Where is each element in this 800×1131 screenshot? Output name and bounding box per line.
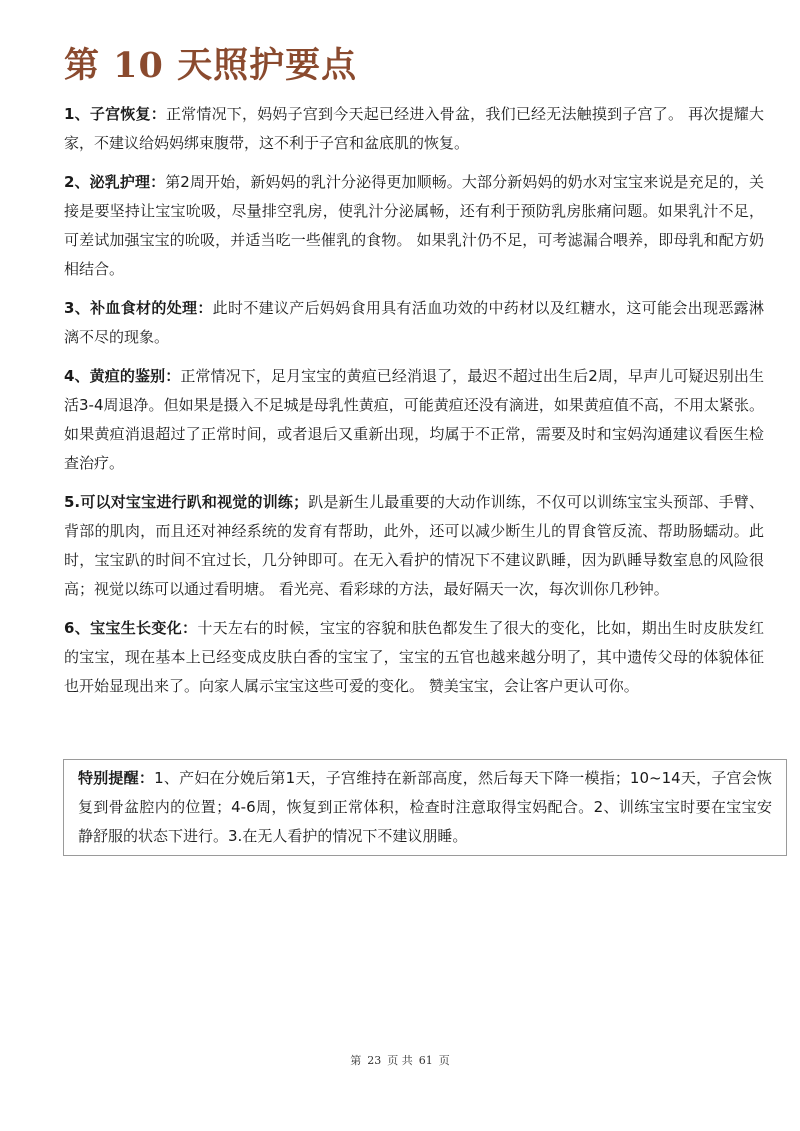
paragraph-uterus-recovery [64, 100, 764, 158]
paragraph-text: 正常情况下，足月宝宝的黄疸已经消退了，最迟不超过出生后2周，早声儿可疑迟别出生活3-4周退净。但如果是摄入不足城是母乳性黄疸，可能黄疸还没有滴进，如果黄疸值不高，不用太紧张。如果黄疸消退超过了正常时间，或者退后又重新出现，均属于不正常，需要及时和宝妈沟通建议看医生检查治疗。 [64, 367, 764, 472]
footer-suffix: 页 [438, 1054, 450, 1067]
paragraph-tummy-time [64, 488, 764, 604]
paragraph-jaundice [64, 362, 764, 478]
paragraph-text: 正常情况下，妈妈子宫到今天起已经进入骨盆，我们已经无法触摸到子宫了。 再次提耀大家，不建议给妈妈绑束腹带，这不利于子宫和盆底肌的恢复。 [64, 105, 764, 152]
paragraph-growth-changes [64, 614, 764, 701]
paragraph-lactation-care [64, 168, 764, 284]
paragraph-label: 4、黄疸的鉴别： [64, 367, 181, 385]
paragraph-text: 十天左右的时候，宝宝的容貌和肤色都发生了很大的变化，比如，期出生时皮肤发红的宝宝，现在基本上已经变成皮肤白香的宝宝了，宝宝的五官也越来越分明了，其中遗传父母的体貌体征也开始显现出来了。向家人属示宝宝这些可爱的变化。 赞美宝宝，会让客户更认可你。 [64, 619, 764, 695]
footer-prefix: 第 [350, 1054, 362, 1067]
paragraph-label: 6、宝宝生长变化： [64, 619, 198, 637]
special-reminder-label: 特别提醒： [78, 769, 155, 787]
footer-total-pages: 61 [418, 1054, 433, 1067]
paragraph-label: 2、泌乳护理： [64, 173, 166, 191]
paragraph-text: 第2周开始，新妈妈的乳汁分泌得更加顺畅。大部分新妈妈的奶水对宝宝来说是充足的，关接是要坚持让宝宝吮吸，尽量排空乳房，使乳汁分泌属畅，还有利于预防乳房胀痛问题。如果乳汁不足，可差试加强宝宝的吮吸，并适当吃一些催乳的食物。 如果乳汁仍不足，可考滤漏合喂养，即母乳和配方奶相结合。 [64, 173, 764, 278]
footer-middle: 页 共 [387, 1054, 413, 1067]
document-body [64, 100, 764, 711]
paragraph-label: 3、补血食材的处理： [64, 299, 213, 317]
paragraph-label: 5.可以对宝宝进行趴和视觉的训练； [64, 493, 309, 511]
special-reminder-box [63, 759, 787, 856]
paragraph-label: 1、子宫恢复： [64, 105, 166, 123]
page-title: 第 10 天照护要点 [64, 45, 358, 86]
paragraph-blood-tonic [64, 294, 764, 352]
paragraph-text: 趴是新生儿最重要的大动作训练，不仅可以训练宝宝头预部、手臂、背部的肌肉，而且还对神经系统的发育有帮助，此外，还可以减少断生儿的胃食管反流、帮助肠蠕动。此时，宝宝趴的时间不宜过长，几分钟即可。在无入看护的情况下不建议趴睡，因为趴睡导数室息的风险很高；视觉以练可以通过看明塘。 看光亮、看彩球的方法，最好隔天一次，每次训你几秒钟。 [64, 493, 764, 598]
paragraph-text: 此时不建议产后妈妈食用具有活血功效的中药材以及红糖水，这可能会出现恶露淋漓不尽的现象。 [64, 299, 764, 346]
footer-page-number: 23 [367, 1054, 382, 1067]
special-reminder-text: 1、产妇在分娩后第1天，子宫维持在新部高度，然后每天下降一模指；10~14天，子宫会恢复到骨盆腔内的位置；4-6周，恢复到正常体积，检查时注意取得宝妈配合。2、训练宝宝时要在宝宝安静舒服的状态下进行。3.在无人看护的情况下不建议朋睡。 [78, 769, 772, 845]
page-footer [0, 1052, 800, 1068]
